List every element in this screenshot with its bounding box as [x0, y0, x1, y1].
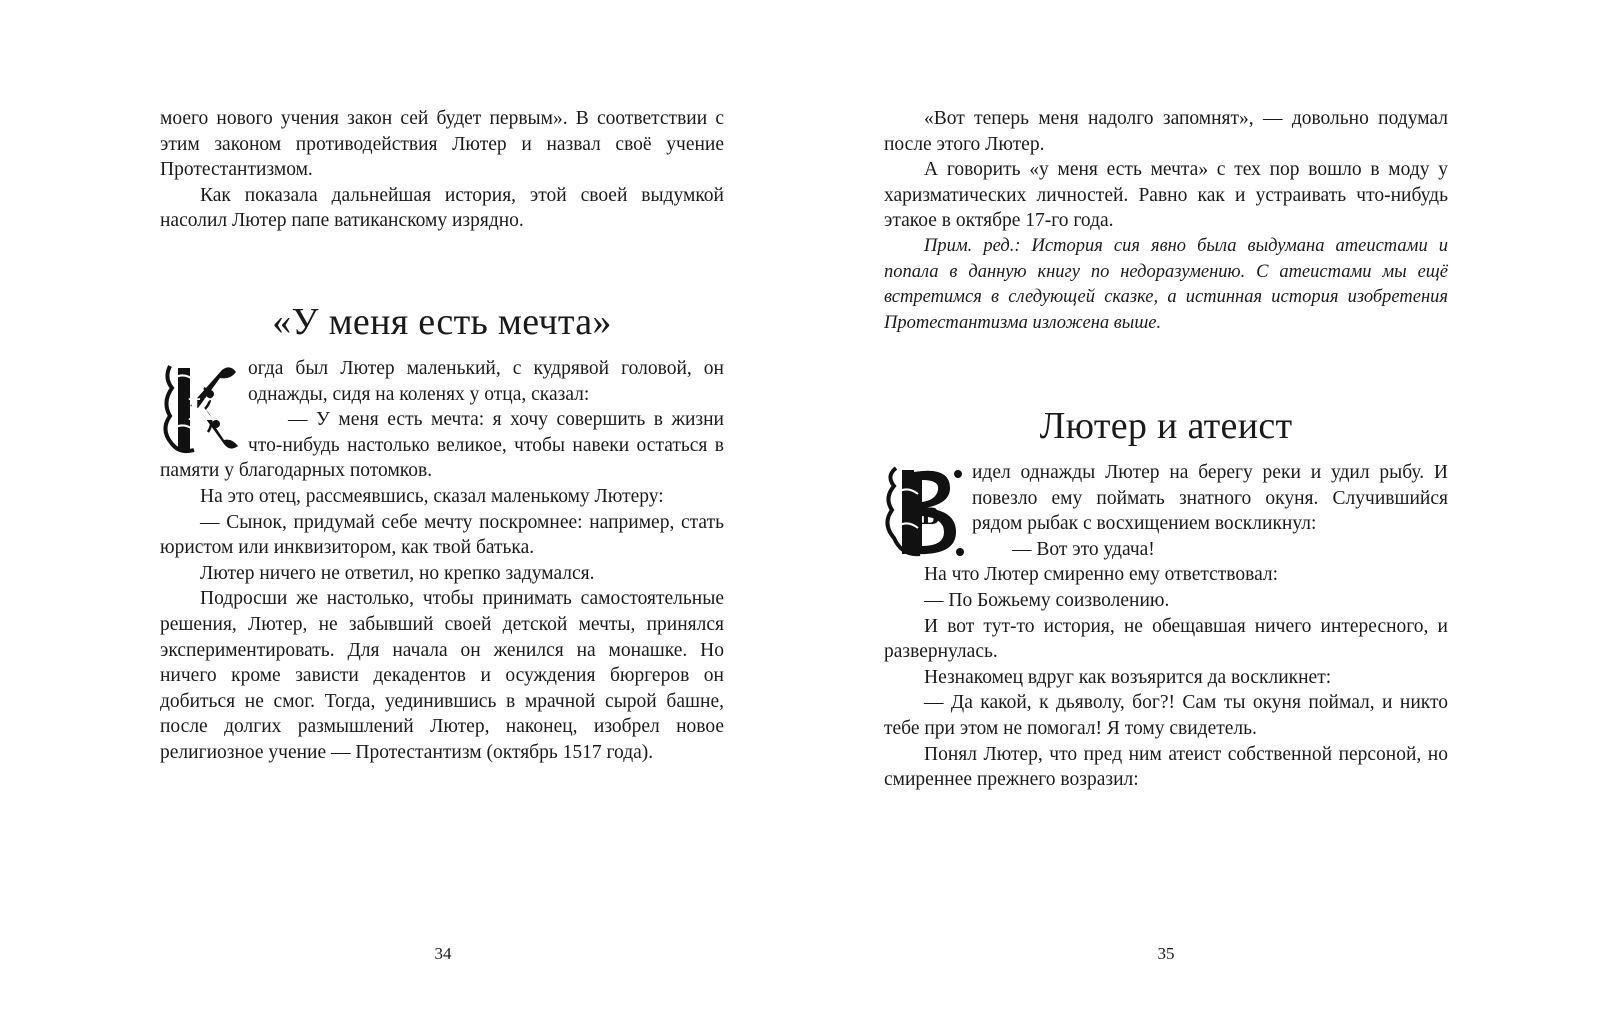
left-paragraph: — У меня есть мечта: я хочу совершить в жизни что-нибудь настолько великое, чтобы навеки остаться в памяти у благодарных потомков.	[160, 409, 724, 482]
right-paragraph: — Вот это удача!	[1012, 538, 1155, 560]
editor-note: Прим. ред.: История сия явно была выдумана атеистами и попала в данную книгу по недоразумению. С атеистами мы ещё встретимся в следующей сказке, а истинная история изобретения Протестантизма изложена выше.	[884, 235, 1448, 333]
dropcap-letter-k: К	[187, 393, 215, 428]
left-paragraph: — Сынок, придумай себе мечту поскромнее: например, стать юристом или инквизитором, как твой батька.	[160, 511, 724, 559]
right-chapter-body	[884, 460, 1448, 793]
dropcap-v-ornament	[884, 462, 966, 562]
left-first-paragraph: огда был Лютер маленький, с кудрявой головой, он однажды, сидя на коленях у отца, сказал:	[248, 358, 724, 405]
right-paragraph: — По Божьему соизволению.	[924, 589, 1170, 611]
dropcap-k-ornament	[160, 358, 242, 458]
left-chapter-body	[160, 356, 724, 766]
ornamental-initial-icon	[160, 358, 242, 458]
chapter-heading-dream: «У меня есть мечта»	[272, 301, 612, 343]
ornamental-initial-icon	[884, 462, 966, 562]
right-paragraph: — Да какой, к дьяволу, бог?! Сам ты окуня поймал, и никто тебе при этом не помогал! Я тому свидетель.	[884, 692, 1448, 739]
right-paragraph: Незнакомец вдруг как возъярится да воскликнет:	[924, 666, 1332, 688]
left-paragraph: На это отец, рассмеявшись, сказал маленькому Лютеру:	[200, 485, 664, 507]
right-paragraph: И вот тут-то история, не обещавшая ничего интересного, и развернулась.	[884, 615, 1448, 663]
chapter-heading-atheist: Лютер и атеист	[1039, 405, 1293, 447]
right-first-paragraph: идел однажды Лютер на берегу реки и удил рыбу. И повезло ему поймать знатного окуня. Случившийся рядом рыбак с восхищением воскликнул:	[972, 462, 1448, 535]
left-intro-paragraph-1: моего нового учения закон сей будет первым». В соответствии с этим законом противодействия Лютер и назвал своё учение Протестантизмом.	[160, 108, 724, 181]
right-intro-paragraph-1: «Вот теперь меня надолго запомнят», — довольно подумал после этого Лютер.	[884, 108, 1448, 155]
left-paragraph: Подросши же настолько, чтобы принимать самостоятельные решения, Лютер, не забывший своей детской мечты, принялся экспериментировать. Для начала он женился на монашке. Но ничего кроме зависти декадентов и осуждения бюргеров он добиться не смог. Тогда, уединившись в мрачной сырой башне, после долгих размышлений Лютер, наконец, изобрел новое религиозное учение — Протестантизм (октябрь 1517 года).	[160, 588, 724, 763]
left-intro-paragraph-2: Как показала дальнейшая история, этой своей выдумкой насолил Лютер папе ватиканскому изрядно.	[160, 184, 724, 232]
left-paragraph: Лютер ничего не ответил, но крепко задумался.	[200, 562, 595, 584]
page-number-right: 35	[1157, 944, 1175, 963]
left-intro-text	[160, 106, 724, 234]
right-paragraph: Понял Лютер, что пред ним атеист собственной персоной, но смиреннее прежнего возразил:	[884, 743, 1448, 791]
right-intro-text	[884, 106, 1448, 336]
right-intro-paragraph-2: А говорить «у меня есть мечта» с тех пор вошло в моду у харизматических личностей. Равно как и устраивать что-нибудь этакое в октябре 17-го года.	[884, 159, 1448, 232]
dropcap-letter-v: В	[920, 504, 940, 530]
right-paragraph: На что Лютер смиренно ему ответствовал:	[924, 564, 1279, 586]
page-number-left: 34	[434, 944, 452, 963]
